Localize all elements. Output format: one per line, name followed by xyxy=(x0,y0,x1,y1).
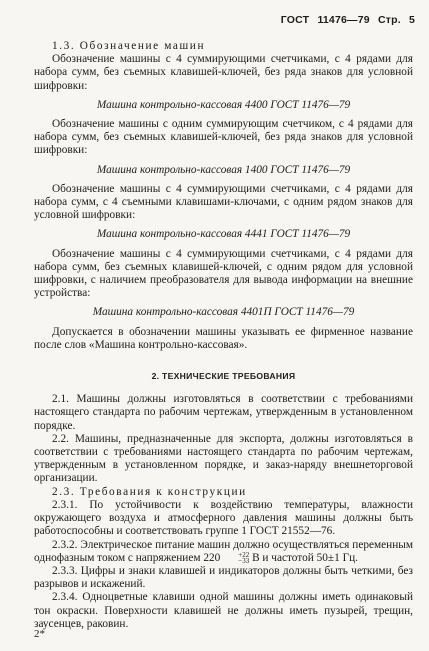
page-label: Стр. xyxy=(377,14,401,26)
paragraph-text: В и частотой 50±1 Гц. xyxy=(252,551,358,564)
paragraph: Допускается в обозначении машины указывать ее фирменное название после слов «Машина контрольно-кассовая». xyxy=(34,325,413,351)
example-designation: Машина контрольно-кассовая 4400 ГОСТ 11476—79 xyxy=(96,98,351,111)
paragraph: 2.1. Машины должны изготовляться в соответствии с требованиями настоящего стандарта по рабочим чертежам, утвержденным в установленном порядке. xyxy=(34,393,413,432)
standard-number: 11476—79 xyxy=(317,14,370,26)
tolerance-minus: −33 xyxy=(238,556,250,565)
section-2-title: 2. ТЕХНИЧЕСКИЕ ТРЕБОВАНИЯ xyxy=(151,371,296,382)
voltage-value: 220 xyxy=(203,551,221,564)
example-designation: Машина контрольно-кассовая 1400 ГОСТ 11476—79 xyxy=(96,163,351,176)
tolerance-plus: +22 xyxy=(238,550,250,559)
paragraph: 2.2. Машины, предназначенные для экспорта, должны изготовляться в соответствии с требованиями настоящего стандарта по рабочим чертежам, утвержденным в установленном порядке, и заказ-наряду внешнеторговой организации. xyxy=(34,432,413,485)
paragraph xyxy=(34,539,413,565)
page-header xyxy=(276,14,415,26)
voltage-tolerance xyxy=(220,552,249,564)
paragraph: Обозначение машины с одним суммирующим счетчиком, с 4 рядами для набора сумм, без съемных клавишей-ключей, без ряда знаков для условной шифровки: xyxy=(34,118,413,157)
example-designation: Машина контрольно-кассовая 4401П ГОСТ 11476—79 xyxy=(92,306,355,319)
paragraph: 2.3.3. Цифры и знаки клавишей и индикаторов должны быть четкими, без разрывов и искажений. xyxy=(34,564,413,591)
document-body xyxy=(34,40,413,631)
example-designation: Машина контрольно-кассовая 4441 ГОСТ 11476—79 xyxy=(96,228,351,241)
subsection-title: 2.3. Требования к конструкции xyxy=(52,485,247,498)
page-number: 5 xyxy=(408,14,415,26)
section-1-3-title: 1.3. Обозначение машин xyxy=(52,40,206,52)
paragraph-text: 2.3.2. Электрическое питание машин должно осуществляться переменным однофазным током с напряжением xyxy=(34,538,413,564)
paragraph: 2.3.1. По устойчивости к воздействию температуры, влажности окружающего воздуха и атмосферного давления машины должны быть работоспособны и соответствовать группе 1 ГОСТ 21552—76. xyxy=(34,498,413,538)
footer-mark: 2* xyxy=(34,628,45,640)
paragraph: 2.3.4. Одноцветные клавиши одной машины должны иметь одинаковый тон окраски. Поверхности клавишей не должны иметь пузырей, трещин, заусенцев, раковин. xyxy=(34,591,413,630)
paragraph: Обозначение машины с 4 суммирующими счетчиками, с 4 рядами для набора сумм, с 4 съемными клавишами-ключами, с одним рядом знаков для условной шифровки: xyxy=(34,182,413,222)
standard-label: ГОСТ xyxy=(280,14,310,26)
paragraph: Обозначение машины с 4 суммирующими счетчиками, с 4 рядами для набора сумм, без съемных клавишей-ключей, без ряда знаков для условной шифровки: xyxy=(34,53,413,92)
paragraph: Обозначение машины с 4 суммирующими счетчиками, с 4 рядами для набора сумм, без съемных клавишей-ключей, с одним рядом для условной шифровки, с наличием преобразователя для вывода информации на внешние устройства: xyxy=(34,247,413,300)
